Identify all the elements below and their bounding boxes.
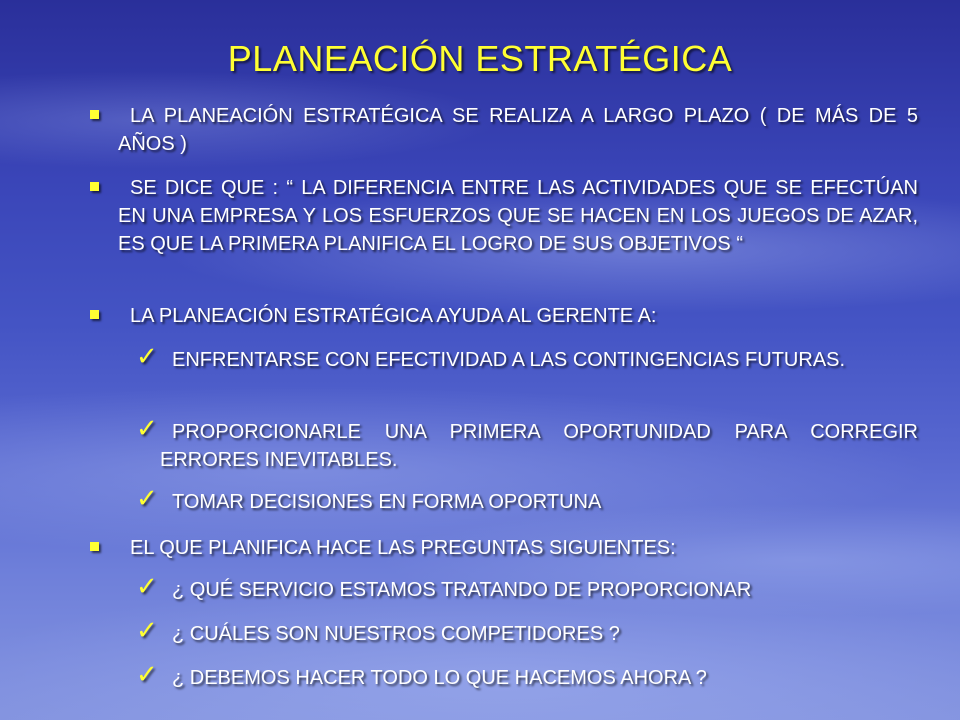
bullet-item xyxy=(118,102,918,158)
check-item-text: ¿ QUÉ SERVICIO ESTAMOS TRATANDO DE PROPORCIONAR xyxy=(172,579,752,601)
check-mark-icon: ✓ xyxy=(136,616,158,646)
check-mark-icon: ✓ xyxy=(136,342,158,372)
bullet-text: EL QUE PLANIFICA HACE LAS PREGUNTAS SIGUIENTES: xyxy=(130,537,676,559)
check-item-text: ¿ CUÁLES SON NUESTROS COMPETIDORES ? xyxy=(172,623,620,645)
bullet-item xyxy=(118,302,918,330)
check-item xyxy=(136,660,918,692)
check-mark-icon: ✓ xyxy=(136,484,158,514)
check-item-text: PROPORCIONARLE UNA PRIMERA OPORTUNIDAD PARA CORREGIR ERRORES INEVITABLES. xyxy=(160,421,918,471)
check-item xyxy=(136,342,918,374)
check-item-text: TOMAR DECISIONES EN FORMA OPORTUNA xyxy=(172,491,602,513)
check-item-text: ¿ DEBEMOS HACER TODO LO QUE HACEMOS AHORA ? xyxy=(172,667,707,689)
check-item xyxy=(136,616,918,648)
bullet-text: LA PLANEACIÓN ESTRATÉGICA SE REALIZA A LARGO PLAZO ( DE MÁS DE 5 AÑOS ) xyxy=(118,105,918,155)
square-bullet-icon xyxy=(90,110,99,119)
slide-title: PLANEACIÓN ESTRATÉGICA xyxy=(227,38,733,79)
check-item-text: ENFRENTARSE CON EFECTIVIDAD A LAS CONTINGENCIAS FUTURAS. xyxy=(172,349,846,371)
bullet-text: LA PLANEACIÓN ESTRATÉGICA AYUDA AL GERENTE A: xyxy=(130,305,657,327)
square-bullet-icon xyxy=(90,542,99,551)
check-item xyxy=(136,414,918,474)
square-bullet-icon xyxy=(90,310,99,319)
check-mark-icon: ✓ xyxy=(136,572,158,602)
slide-content xyxy=(0,100,960,710)
bullet-item xyxy=(118,534,918,562)
square-bullet-icon xyxy=(90,182,99,191)
check-item xyxy=(136,572,918,604)
check-mark-icon: ✓ xyxy=(136,660,158,690)
bullet-item xyxy=(118,174,918,258)
check-mark-icon: ✓ xyxy=(136,414,158,444)
check-item xyxy=(136,484,918,516)
bullet-text: SE DICE QUE : “ LA DIFERENCIA ENTRE LAS ACTIVIDADES QUE SE EFECTÚAN EN UNA EMPRESA Y LOS ESFUERZOS QUE SE HACEN EN LOS JUEGOS DE AZAR, ES QUE LA PRIMERA PLANIFICA EL LOGRO DE SUS OBJETIVOS “ xyxy=(118,177,918,255)
